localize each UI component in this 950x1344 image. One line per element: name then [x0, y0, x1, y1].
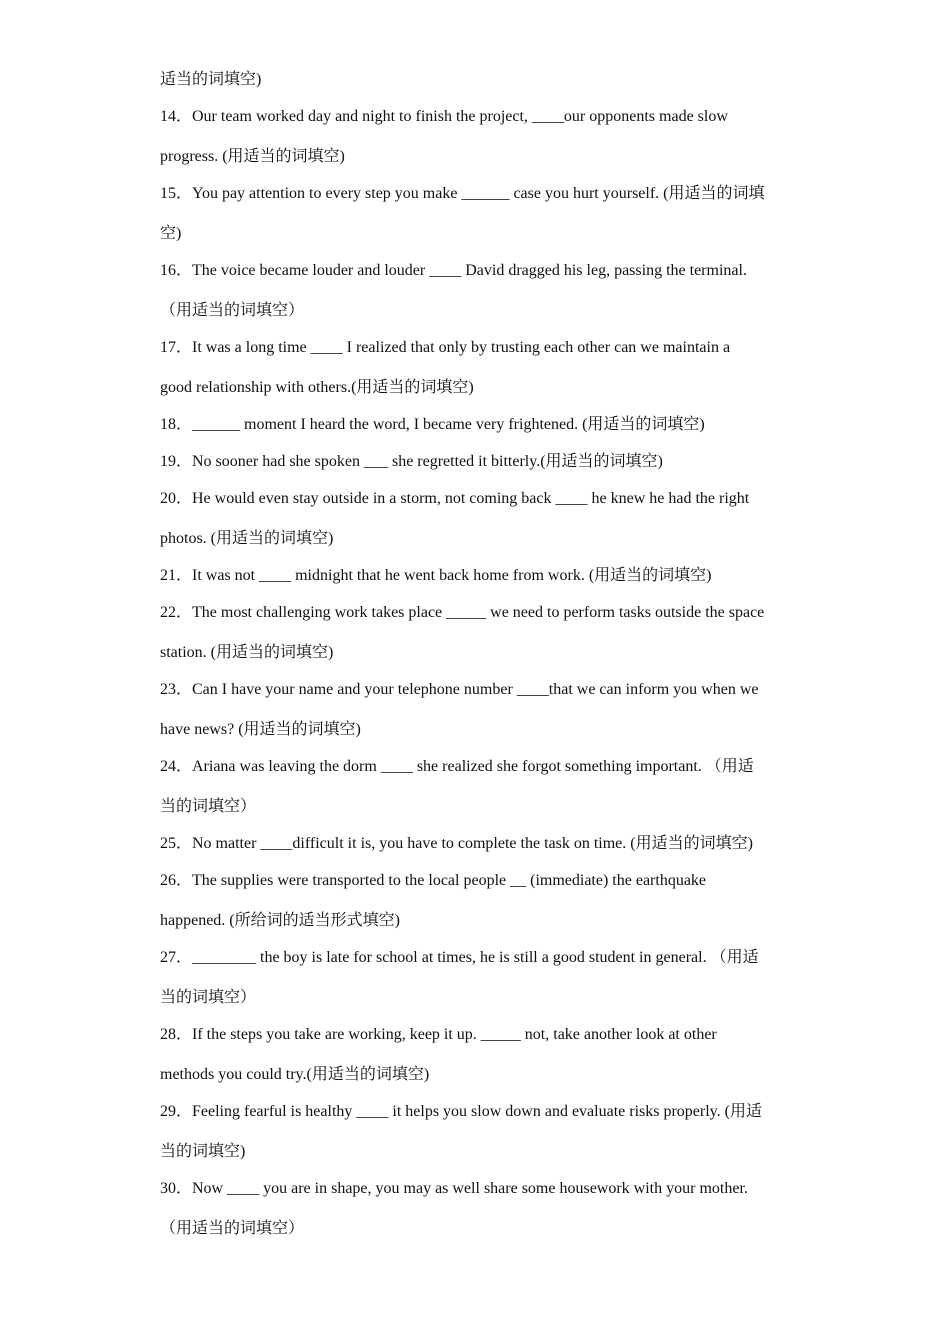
question-22-line-1: 22．The most challenging work takes place _____ we need to perform tasks outside the space — [160, 604, 765, 621]
question-21: 21．It was not ____ midnight that he went back home from work. (用适当的词填空) — [160, 567, 712, 584]
question-26-line-2: happened. (所给词的适当形式填空) — [160, 912, 400, 929]
question-16-line-2: （用适当的词填空） — [160, 302, 305, 319]
question-23-line-1: 23．Can I have your name and your telephone number ____that we can inform you when we — [160, 681, 759, 698]
question-15-line-2: 空) — [160, 225, 182, 242]
question-26-line-1: 26．The supplies were transported to the local people __ (immediate) the earthquake — [160, 872, 707, 889]
question-29-line-1: 29．Feeling fearful is healthy ____ it helps you slow down and evaluate risks properly. (用适 — [160, 1103, 762, 1120]
question-24-line-2: 当的词填空） — [160, 798, 257, 815]
question-list — [160, 70, 795, 1239]
question-14-line-2: progress. (用适当的词填空) — [160, 148, 345, 165]
question-28-line-2: methods you could try.(用适当的词填空) — [160, 1066, 430, 1083]
question-16-line-1: 16．The voice became louder and louder ____ David dragged his leg, passing the terminal. — [160, 262, 747, 279]
question-30-line-1: 30．Now ____ you are in shape, you may as well share some housework with your mother. — [160, 1180, 748, 1197]
question-15-line-1: 15．You pay attention to every step you make ______ case you hurt yourself. (用适当的词填 — [160, 185, 765, 202]
question-20-line-2: photos. (用适当的词填空) — [160, 530, 334, 547]
question-30-line-2: （用适当的词填空） — [160, 1220, 305, 1237]
question-19: 19．No sooner had she spoken ___ she regretted it bitterly.(用适当的词填空) — [160, 453, 663, 470]
question-23-line-2: have news? (用适当的词填空) — [160, 721, 361, 738]
question-25: 25．No matter ____difficult it is, you have to complete the task on time. (用适当的词填空) — [160, 835, 753, 852]
question-20-line-1: 20．He would even stay outside in a storm, not coming back ____ he knew he had the right — [160, 490, 750, 507]
question-17-line-2: good relationship with others.(用适当的词填空) — [160, 379, 474, 396]
question-14-line-1: 14．Our team worked day and night to finish the project, ____our opponents made slow — [160, 108, 728, 125]
question-27-line-1: 27．________ the boy is late for school at times, he is still a good student in general. （用适 — [160, 949, 759, 966]
question-22-line-2: station. (用适当的词填空) — [160, 644, 334, 661]
question-29-line-2: 当的词填空) — [160, 1143, 246, 1160]
question-27-line-2: 当的词填空） — [160, 989, 257, 1006]
question-28-line-1: 28．If the steps you take are working, keep it up. _____ not, take another look at other — [160, 1026, 717, 1043]
question-13-continuation: 适当的词填空) — [160, 71, 262, 88]
question-17-line-1: 17．It was a long time ____ I realized that only by trusting each other can we maintain a — [160, 339, 731, 356]
question-24-line-1: 24．Ariana was leaving the dorm ____ she realized she forgot something important. （用适 — [160, 758, 754, 775]
question-18: 18．______ moment I heard the word, I became very frightened. (用适当的词填空) — [160, 416, 705, 433]
